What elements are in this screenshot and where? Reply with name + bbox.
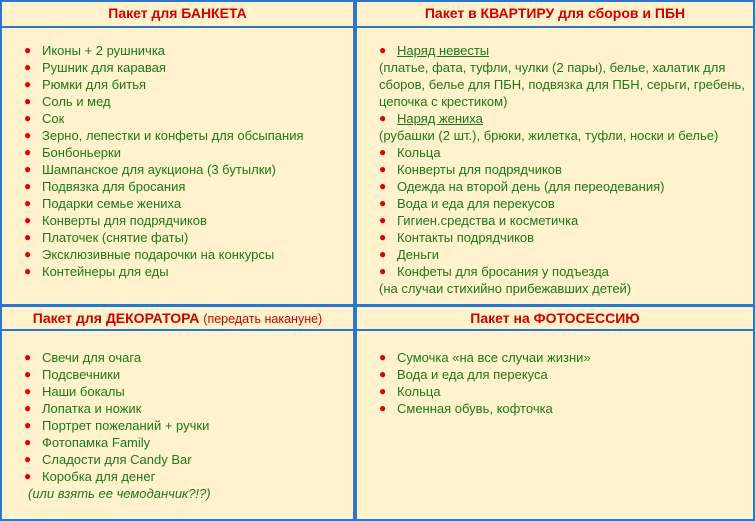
list-item: ● Портрет пожеланий + ручки — [24, 418, 210, 433]
bullet-icon: ● — [379, 111, 387, 125]
apartment-list — [379, 42, 751, 297]
list-item: ● Конверты для подрядчиков — [379, 162, 562, 177]
list-item: ● Конверты для подрядчиков — [24, 213, 207, 228]
bullet-icon: ● — [24, 247, 32, 261]
list-item: ● Деньги — [379, 247, 439, 262]
bullet-icon: ● — [24, 128, 32, 142]
bullet-icon: ● — [379, 247, 387, 261]
bullet-icon: ● — [379, 213, 387, 227]
banquet-heading: Пакет для БАНКЕТА — [2, 2, 353, 28]
bullet-icon: ● — [24, 111, 32, 125]
decorator-heading-note: (передать накануне) — [203, 312, 323, 326]
list-item: ● Контейнеры для еды — [24, 264, 169, 279]
photoshoot-heading: Пакет на ФОТОСЕССИЮ — [357, 307, 753, 331]
bullet-icon: ● — [24, 213, 32, 227]
list-item: ● Сменная обувь, кофточка — [379, 401, 553, 416]
decorator-footnote: (или взять ее чемоданчик?!?) — [28, 486, 211, 501]
list-item: ● Коробка для денег — [24, 469, 156, 484]
bullet-icon: ● — [24, 230, 32, 244]
bullet-icon: ● — [379, 367, 387, 381]
list-item: ● Одежда на второй день (для переодевания) — [379, 179, 665, 194]
bullet-icon: ● — [379, 196, 387, 210]
list-item: ● Сок — [24, 111, 65, 126]
bullet-icon: ● — [24, 162, 32, 176]
bullet-icon: ● — [24, 179, 32, 193]
photoshoot-list — [379, 349, 751, 417]
bullet-icon: ● — [24, 350, 32, 364]
apartment-cell — [357, 2, 753, 304]
list-item: ● Подвязка для бросания — [24, 179, 186, 194]
apartment-heading: Пакет в КВАРТИРУ для сборов и ПБН — [357, 2, 753, 28]
bride-outfit-details: (платье, фата, туфли, чулки (2 пары), белье, халатик для сборов, белье для ПБН, подвязка для ПБН, серьги, гребень, цепочка с крестиком) — [379, 60, 745, 109]
list-item: ● Гигиен.средства и косметичка — [379, 213, 579, 228]
decorator-cell — [2, 307, 353, 519]
bullet-icon: ● — [24, 367, 32, 381]
bullet-icon: ● — [24, 418, 32, 432]
bullet-icon: ● — [24, 196, 32, 210]
list-item: ● Лопатка и ножик — [24, 401, 142, 416]
list-item: ● Зерно, лепестки и конфеты для обсыпания — [24, 128, 304, 143]
list-item: ● Фотопамка Family — [24, 435, 151, 450]
bullet-icon: ● — [379, 384, 387, 398]
list-item: ● Рушник для каравая — [24, 60, 166, 75]
list-item: ● Сладости для Candy Bar — [24, 452, 192, 467]
list-item: ● Бонбоньерки — [24, 145, 121, 160]
bullet-icon: ● — [24, 77, 32, 91]
list-item: ● Иконы + 2 рушничка — [24, 43, 166, 58]
list-item: ● Вода и еда для перекуса — [379, 367, 548, 382]
list-item: ● Контакты подрядчиков — [379, 230, 535, 245]
bullet-icon: ● — [379, 264, 387, 278]
bullet-icon: ● — [24, 435, 32, 449]
list-item-groom-outfit: ● Наряд жениха — [379, 111, 483, 126]
bullet-icon: ● — [24, 60, 32, 74]
bullet-icon: ● — [24, 43, 32, 57]
bullet-icon: ● — [24, 264, 32, 278]
bullet-icon: ● — [24, 94, 32, 108]
list-item: ● Сумочка «на все случаи жизни» — [379, 350, 591, 365]
bullet-icon: ● — [24, 401, 32, 415]
list-item-bride-outfit: ● Наряд невесты — [379, 43, 490, 58]
list-item: ● Соль и мед — [24, 94, 111, 109]
decorator-heading: Пакет для ДЕКОРАТОРА (передать накануне) — [2, 307, 353, 331]
apartment-footnote: (на случаи стихийно прибежавших детей) — [379, 281, 632, 296]
list-item: ● Свечи для очага — [24, 350, 142, 365]
banquet-cell — [2, 2, 353, 304]
banquet-list — [24, 42, 349, 280]
bullet-icon: ● — [379, 145, 387, 159]
photoshoot-cell — [357, 307, 753, 519]
list-item: ● Подарки семье жениха — [24, 196, 182, 211]
list-item: ● Рюмки для битья — [24, 77, 147, 92]
bullet-icon: ● — [379, 43, 387, 57]
bullet-icon: ● — [379, 401, 387, 415]
list-item: ● Шампанское для аукциона (3 бутылки) — [24, 162, 276, 177]
bullet-icon: ● — [24, 469, 32, 483]
list-item: ● Платочек (снятие фаты) — [24, 230, 189, 245]
list-item: ● Кольца — [379, 384, 441, 399]
bullet-icon: ● — [24, 452, 32, 466]
decorator-list — [24, 349, 349, 502]
list-item: ● Конфеты для бросания у подъезда — [379, 264, 609, 279]
bullet-icon: ● — [379, 230, 387, 244]
list-item: ● Наши бокалы — [24, 384, 125, 399]
list-item: ● Эксклюзивные подарочки на конкурсы — [24, 247, 275, 262]
groom-outfit-details: (рубашки (2 шт.), брюки, жилетка, туфли, носки и белье) — [379, 128, 719, 143]
bullet-icon: ● — [24, 384, 32, 398]
bullet-icon: ● — [379, 179, 387, 193]
bullet-icon: ● — [24, 145, 32, 159]
list-item: ● Подсвечники — [24, 367, 121, 382]
list-item: ● Кольца — [379, 145, 441, 160]
bullet-icon: ● — [379, 350, 387, 364]
bullet-icon: ● — [379, 162, 387, 176]
list-item: ● Вода и еда для перекусов — [379, 196, 555, 211]
